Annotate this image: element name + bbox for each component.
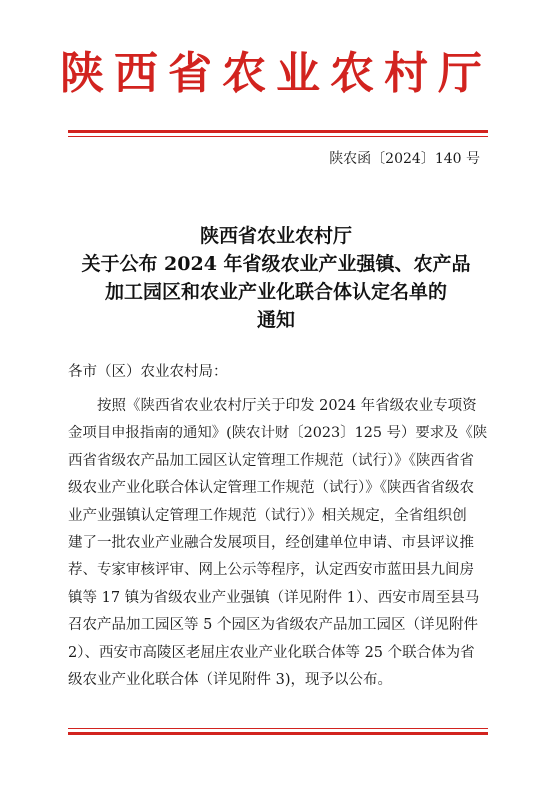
body-line: 召农产品加工园区等 5 个园区为省级农产品加工园区（详见附件 bbox=[68, 617, 478, 634]
body-line: 西省省级农产品加工园区认定管理工作规范（试行）》《陕西省省 bbox=[68, 452, 474, 469]
notice-title-line: 通知 bbox=[256, 309, 295, 331]
body-line: 级农业产业化联合体（详见附件 3)，现予以公布。 bbox=[68, 672, 392, 689]
document-number: 陕农函〔2024〕140 号 bbox=[329, 151, 480, 167]
salutation: 各市（区）农业农村局： bbox=[68, 364, 228, 380]
footer-divider-thin bbox=[68, 728, 488, 729]
notice-title-line: 关于公布 2024 年省级农业产业强镇、农产品 bbox=[81, 253, 471, 275]
body-line: 建了一批农业产业融合发展项目，经创建单位申请、市县评议推 bbox=[68, 535, 474, 552]
body-line: 级农业产业化联合体认定管理工作规范（试行）》《陕西省省级农 bbox=[68, 480, 474, 497]
body-paragraph bbox=[68, 393, 488, 694]
body-line: 金项目申报指南的通知》(陕农计财〔2023〕125 号）要求及《陕 bbox=[68, 425, 488, 442]
notice-title-line: 加工园区和农业产业化联合体认定名单的 bbox=[104, 281, 447, 303]
notice-title bbox=[40, 222, 512, 334]
body-line: 2）、西安市高陵区老屈庄农业产业化联合体等 25 个联合体为省 bbox=[68, 644, 475, 661]
body-line: 业产业强镇认定管理工作规范（试行）》相关规定，全省组织创 bbox=[68, 507, 467, 524]
body-line: 镇等 17 镇为省级农业产业强镇（详见附件 1）、西安市周至县马 bbox=[68, 589, 480, 606]
masthead-title: 陕西省农业农村厅 bbox=[60, 48, 492, 99]
masthead-divider-thick bbox=[68, 130, 488, 133]
notice-title-line: 陕西省农业农村厅 bbox=[199, 225, 352, 247]
masthead-divider-thin bbox=[68, 136, 488, 137]
body-line: 荐、专家审核评审、网上公示等程序，认定西安市蓝田县九间房 bbox=[68, 562, 474, 579]
footer-divider-thick bbox=[68, 732, 488, 735]
body-line: 按照《陕西省农业农村厅关于印发 2024 年省级农业专项资 bbox=[97, 398, 477, 414]
